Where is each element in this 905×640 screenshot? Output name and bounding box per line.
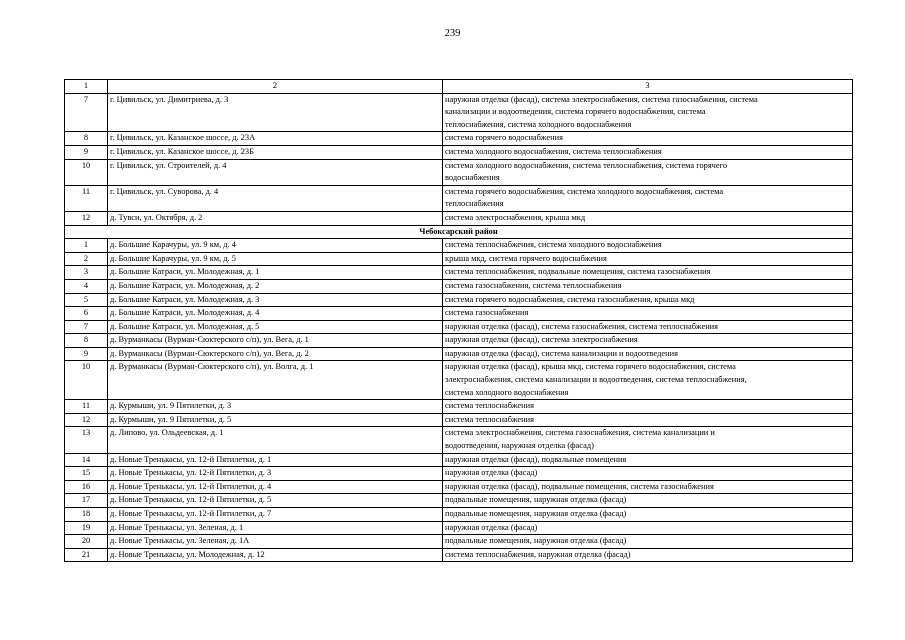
works-cell xyxy=(443,521,853,535)
row-number: 8 xyxy=(65,132,108,146)
row-number: 12 xyxy=(65,211,108,225)
address-cell: д. Новые Тренькасы, ул. Зеленая, д. 1 xyxy=(108,521,443,535)
works-line: система теплоснабжения, система холодного водоснабжения xyxy=(445,240,662,250)
row-number: 4 xyxy=(65,279,108,293)
table-row xyxy=(65,400,853,414)
works-cell xyxy=(443,453,853,467)
row-number: 10 xyxy=(65,361,108,400)
table-row xyxy=(65,548,853,562)
table-row xyxy=(65,266,853,280)
row-number: 11 xyxy=(65,185,108,211)
table-row xyxy=(65,252,853,266)
table-row xyxy=(65,494,853,508)
row-number: 15 xyxy=(65,467,108,481)
works-line: система газоснабжения, система теплоснабжения xyxy=(445,280,622,290)
works-line: крыша мкд, система горячего водоснабжения xyxy=(445,253,607,263)
works-line: наружная отделка (фасад), система электроснабжения xyxy=(445,335,638,345)
address-cell: г. Цивильск, ул. Суворова, д. 4 xyxy=(108,185,443,211)
address-cell: д. Большие Катраси, ул. Молодежная, д. 3 xyxy=(108,293,443,307)
row-number: 21 xyxy=(65,548,108,562)
table-row xyxy=(65,361,853,400)
works-line: наружная отделка (фасад), крыша мкд, система горячего водоснабжения, система xyxy=(445,362,736,372)
works-cell xyxy=(443,508,853,522)
row-number: 7 xyxy=(65,93,108,132)
works-cell xyxy=(443,427,853,453)
row-number: 20 xyxy=(65,535,108,549)
works-line: канализации и водоотведения, система горячего водоснабжения, система xyxy=(445,107,706,117)
row-number: 5 xyxy=(65,293,108,307)
page-number: 239 xyxy=(444,28,461,39)
works-cell xyxy=(443,159,853,185)
works-cell xyxy=(443,252,853,266)
works-cell xyxy=(443,293,853,307)
works-cell xyxy=(443,320,853,334)
works-line: система теплоснабжения xyxy=(445,401,534,411)
section-header-row xyxy=(65,225,853,239)
table-header-row xyxy=(65,80,853,94)
works-line: система электроснабжения, крыша мкд xyxy=(445,212,586,222)
section-title: Чебоксарский район xyxy=(65,225,853,239)
works-line: подвальные помещения, наружная отделка (фасад) xyxy=(445,536,627,546)
works-cell xyxy=(443,93,853,132)
works-line: система холодного водоснабжения, система теплоснабжения, система горячего xyxy=(445,160,728,170)
table-row xyxy=(65,480,853,494)
works-cell xyxy=(443,145,853,159)
table-row xyxy=(65,279,853,293)
works-line: система газоснабжения xyxy=(445,308,529,318)
table-row xyxy=(65,145,853,159)
address-cell: д. Курмыши, ул. 9 Пятилетки, д. 5 xyxy=(108,413,443,427)
row-number: 2 xyxy=(65,252,108,266)
address-cell: д. Новые Тренькасы, ул. Молодежная, д. 12 xyxy=(108,548,443,562)
works-cell xyxy=(443,185,853,211)
works-line: наружная отделка (фасад), подвальные помещения xyxy=(445,454,627,464)
works-line: подвальные помещения, наружная отделка (фасад) xyxy=(445,495,627,505)
works-cell xyxy=(443,307,853,321)
column-header: 1 xyxy=(65,80,108,94)
works-line: наружная отделка (фасад) xyxy=(445,522,538,532)
table-row xyxy=(65,211,853,225)
address-cell: д. Большие Катраси, ул. Молодежная, д. 4 xyxy=(108,307,443,321)
table-row xyxy=(65,508,853,522)
table-row xyxy=(65,293,853,307)
address-cell: д. Тувси, ул. Октября, д. 2 xyxy=(108,211,443,225)
address-cell: д. Большие Карачуры, ул. 9 км, д. 5 xyxy=(108,252,443,266)
works-cell xyxy=(443,535,853,549)
row-number: 16 xyxy=(65,480,108,494)
works-line: наружная отделка (фасад) xyxy=(445,468,538,478)
table-row xyxy=(65,347,853,361)
works-line: водоснабжения xyxy=(445,173,500,183)
address-cell: д. Липово, ул. Ольдеевская, д. 1 xyxy=(108,427,443,453)
works-line: подвальные помещения, наружная отделка (фасад) xyxy=(445,509,627,518)
works-cell xyxy=(443,239,853,253)
address-cell: г. Цивильск, ул. Строителей, д. 4 xyxy=(108,159,443,185)
works-cell xyxy=(443,494,853,508)
works-cell xyxy=(443,279,853,293)
works-table xyxy=(64,79,853,562)
works-cell xyxy=(443,361,853,400)
address-cell: д. Новые Тренькасы, ул. 12-й Пятилетки, д. 1 xyxy=(108,453,443,467)
address-cell: д. Новые Тренькасы, ул. 12-й Пятилетки, д. 7 xyxy=(108,508,443,522)
row-number: 3 xyxy=(65,266,108,280)
works-line: наружная отделка (фасад), система электроснабжения, система газоснабжения, система xyxy=(445,94,758,104)
row-number: 7 xyxy=(65,320,108,334)
address-cell: д. Большие Катраси, ул. Молодежная, д. 2 xyxy=(108,279,443,293)
table-row xyxy=(65,413,853,427)
works-line: система теплоснабжения xyxy=(445,414,534,424)
works-line: система холодного водоснабжения xyxy=(445,387,569,397)
row-number: 10 xyxy=(65,159,108,185)
row-number: 8 xyxy=(65,334,108,348)
works-line: система горячего водоснабжения, система холодного водоснабжения, система xyxy=(445,186,724,196)
works-cell xyxy=(443,467,853,481)
table-row xyxy=(65,521,853,535)
table-row xyxy=(65,307,853,321)
works-cell xyxy=(443,132,853,146)
works-line: электроснабжения, система канализации и водоотведения, система теплоснабжения, xyxy=(445,375,747,385)
row-number: 12 xyxy=(65,413,108,427)
works-line: система теплоснабжения, подвальные помещения, система газоснабжения xyxy=(445,267,711,277)
works-cell xyxy=(443,548,853,562)
address-cell: д. Вурманкасы (Вурман-Сюктерского с/п), ул. Вега, д. 2 xyxy=(108,347,443,361)
table-row xyxy=(65,185,853,211)
works-cell xyxy=(443,400,853,414)
row-number: 9 xyxy=(65,145,108,159)
row-number: 9 xyxy=(65,347,108,361)
row-number: 17 xyxy=(65,494,108,508)
works-line: теплоснабжения xyxy=(445,199,504,209)
row-number: 11 xyxy=(65,400,108,414)
works-line: система горячего водоснабжения xyxy=(445,133,563,143)
table-row xyxy=(65,93,853,132)
table-row xyxy=(65,159,853,185)
works-line: теплоснабжения, система холодного водоснабжения xyxy=(445,119,632,129)
works-line: наружная отделка (фасад), подвальные помещения, система газоснабжения xyxy=(445,481,714,491)
table-row xyxy=(65,467,853,481)
table-row xyxy=(65,453,853,467)
table-row xyxy=(65,239,853,253)
table-row xyxy=(65,427,853,453)
row-number: 14 xyxy=(65,453,108,467)
address-cell: д. Вурманкасы (Вурман-Сюктерского с/п), ул. Вега, д. 1 xyxy=(108,334,443,348)
works-cell xyxy=(443,413,853,427)
address-cell: д. Большие Карачуры, ул. 9 км, д. 4 xyxy=(108,239,443,253)
table-row xyxy=(65,535,853,549)
works-cell xyxy=(443,480,853,494)
works-cell xyxy=(443,211,853,225)
column-header: 3 xyxy=(443,80,853,94)
works-cell xyxy=(443,334,853,348)
address-cell: д. Новые Тренькасы, ул. 12-й Пятилетки, д. 5 xyxy=(108,494,443,508)
row-number: 1 xyxy=(65,239,108,253)
address-cell: г. Цивильск, ул. Казанское шоссе, д. 23А xyxy=(108,132,443,146)
address-cell: д. Вурманкасы (Вурман-Сюктерского с/п), ул. Волга, д. 1 xyxy=(108,361,443,400)
works-line: наружная отделка (фасад), система газоснабжения, система теплоснабжения xyxy=(445,321,719,331)
works-line: система теплоснабжения, наружная отделка (фасад) xyxy=(445,549,631,559)
row-number: 19 xyxy=(65,521,108,535)
table-row xyxy=(65,334,853,348)
works-line: система горячего водоснабжения, система газоснабжения, крыша мкд xyxy=(445,294,695,304)
row-number: 18 xyxy=(65,508,108,522)
works-line: водоотведения, наружная отделка (фасад) xyxy=(445,441,594,451)
works-line: система холодного водоснабжения, система теплоснабжения xyxy=(445,146,662,156)
address-cell: д. Новые Тренькасы, ул. Зеленая, д. 1А xyxy=(108,535,443,549)
address-cell: г. Цивильск, ул. Димитриева, д. 3 xyxy=(108,93,443,132)
works-line: наружная отделка (фасад), система канализации и водоотведения xyxy=(445,348,678,358)
column-header: 2 xyxy=(108,80,443,94)
table-row xyxy=(65,320,853,334)
row-number: 6 xyxy=(65,307,108,321)
works-cell xyxy=(443,266,853,280)
address-cell: г. Цивильск, ул. Казанское шоссе, д. 23Б xyxy=(108,145,443,159)
table-row xyxy=(65,132,853,146)
address-cell: д. Новые Тренькасы, ул. 12-й Пятилетки, д. 4 xyxy=(108,480,443,494)
row-number: 13 xyxy=(65,427,108,453)
works-line: система электроснабжения, система газоснабжения, система канализации и xyxy=(445,428,715,438)
address-cell: д. Большие Катраси, ул. Молодежная, д. 5 xyxy=(108,320,443,334)
address-cell: д. Новые Тренькасы, ул. 12-й Пятилетки, д. 3 xyxy=(108,467,443,481)
address-cell: д. Большие Катраси, ул. Молодежная, д. 1 xyxy=(108,266,443,280)
address-cell: д. Курмыши, ул. 9 Пятилетки, д. 3 xyxy=(108,400,443,414)
works-cell xyxy=(443,347,853,361)
